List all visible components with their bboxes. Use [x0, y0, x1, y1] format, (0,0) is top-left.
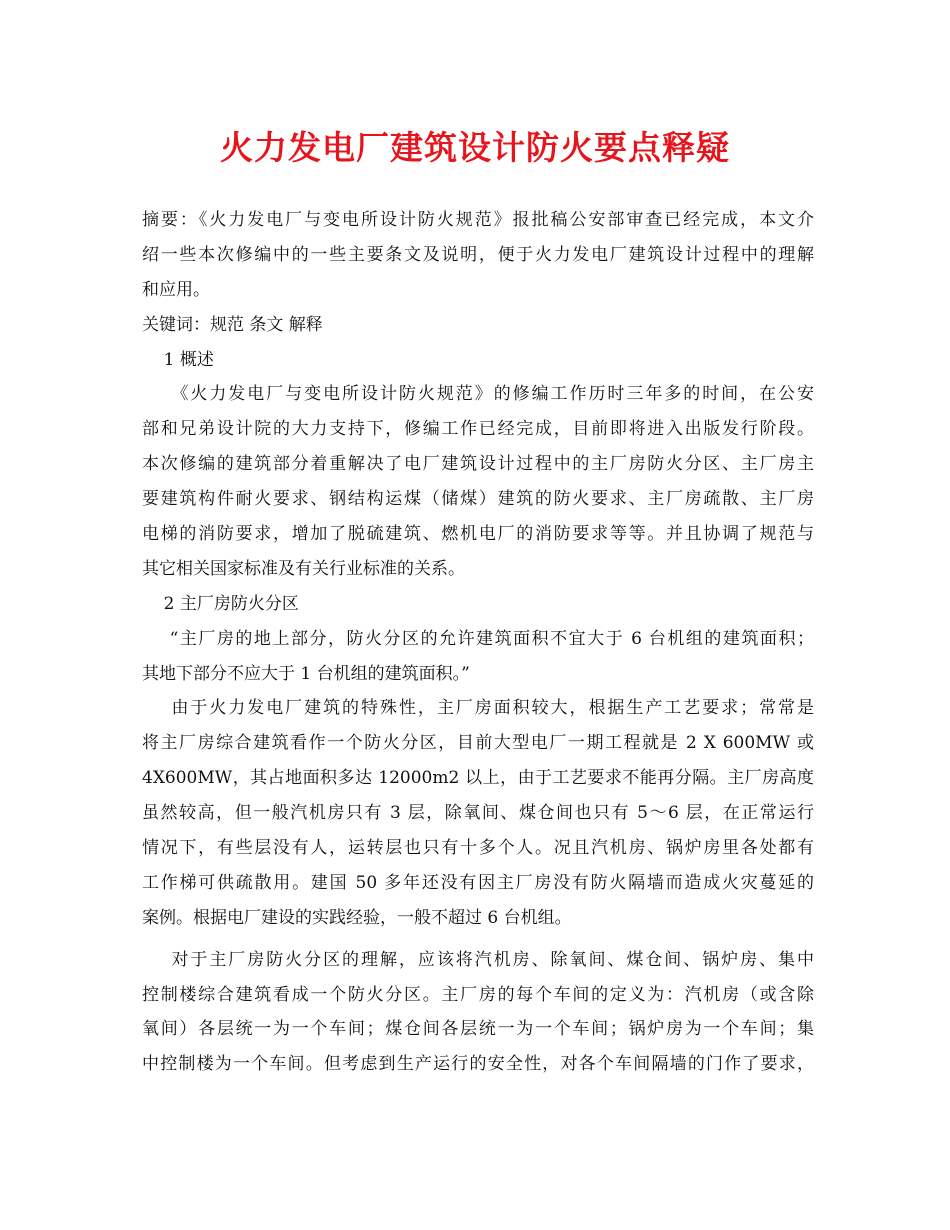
- text-line: 对于主厂房防火分区的理解，应该将汽机房、除氧间、煤仓间、锅炉房、集中: [142, 949, 814, 970]
- text-line: 要建筑构件耐火要求、钢结构运煤（储煤）建筑的防火要求、主厂房疏散、主厂房: [142, 489, 814, 510]
- text-line: 虽然较高，但一般汽机房只有 3 层，除氧间、煤仓间也只有 5～6 层，在正常运行: [142, 803, 814, 824]
- text-line: 和应用。: [142, 279, 210, 300]
- text-line: 由于火力发电厂建筑的特殊性，主厂房面积较大，根据生产工艺要求；常常是: [142, 698, 814, 719]
- text-line: 工作梯可供疏散用。建国 50 多年还没有因主厂房没有防火隔墙而造成火灾蔓延的: [142, 872, 814, 893]
- text-line: 1 概述: [142, 349, 214, 370]
- text-line: 其它相关国家标准及有关行业标准的关系。: [142, 558, 465, 579]
- text-line: 2 主厂房防火分区: [142, 593, 299, 614]
- text-line: 摘要：《火力发电厂与变电所设计防火规范》报批稿公安部审查已经完成，本文介: [142, 210, 814, 230]
- text-line: 氧间）各层统一为一个车间；煤仓间各层统一为一个车间；锅炉房为一个车间；集: [142, 1019, 814, 1040]
- text-line: 4X600MW，其占地面积多达 12000m2 以上，由于工艺要求不能再分隔。主厂房高度: [142, 768, 814, 789]
- text-line: 案例。根据电厂建设的实践经验，一般不超过 6 台机组。: [142, 907, 572, 928]
- text-line: 电梯的消防要求，增加了脱硫建筑、燃机电厂的消防要求等等。并且协调了规范与: [142, 524, 814, 545]
- text-line: 本次修编的建筑部分着重解决了电厂建筑设计过程中的主厂房防火分区、主厂房主: [142, 454, 814, 475]
- text-line: “主厂房的地上部分，防火分区的允许建筑面积不宜大于 6 台机组的建筑面积；: [142, 628, 814, 649]
- paragraph-gap: [142, 936, 814, 943]
- text-line: 控制楼综合建筑看成一个防火分区。主厂房的每个车间的定义为：汽机房（或含除: [142, 984, 814, 1005]
- text-line: 将主厂房综合建筑看作一个防火分区，目前大型电厂一期工程就是 2 X 600MW 或: [142, 733, 814, 754]
- text-line: 中控制楼为一个车间。但考虑到生产运行的安全性，对各个车间隔墙的门作了要求，: [142, 1054, 814, 1075]
- document-body: [142, 203, 814, 1082]
- text-line: 关键词：规范 条文 解释: [142, 314, 323, 335]
- text-line: 部和兄弟设计院的大力支持下，修编工作已经完成，目前即将进入出版发行阶段。: [142, 419, 814, 440]
- text-line: 情况下，有些层没有人，运转层也只有十多个人。况且汽机房、锅炉房里各处都有: [142, 838, 814, 859]
- document-title: 火力发电厂建筑设计防火要点释疑: [220, 128, 730, 167]
- text-line: 其地下部分不应大于 1 台机组的建筑面积。”: [142, 663, 470, 684]
- text-line: 《火力发电厂与变电所设计防火规范》的修编工作历时三年多的时间，在公安: [142, 384, 814, 405]
- text-line: 绍一些本次修编中的一些主要条文及说明，便于火力发电厂建筑设计过程中的理解: [142, 244, 814, 265]
